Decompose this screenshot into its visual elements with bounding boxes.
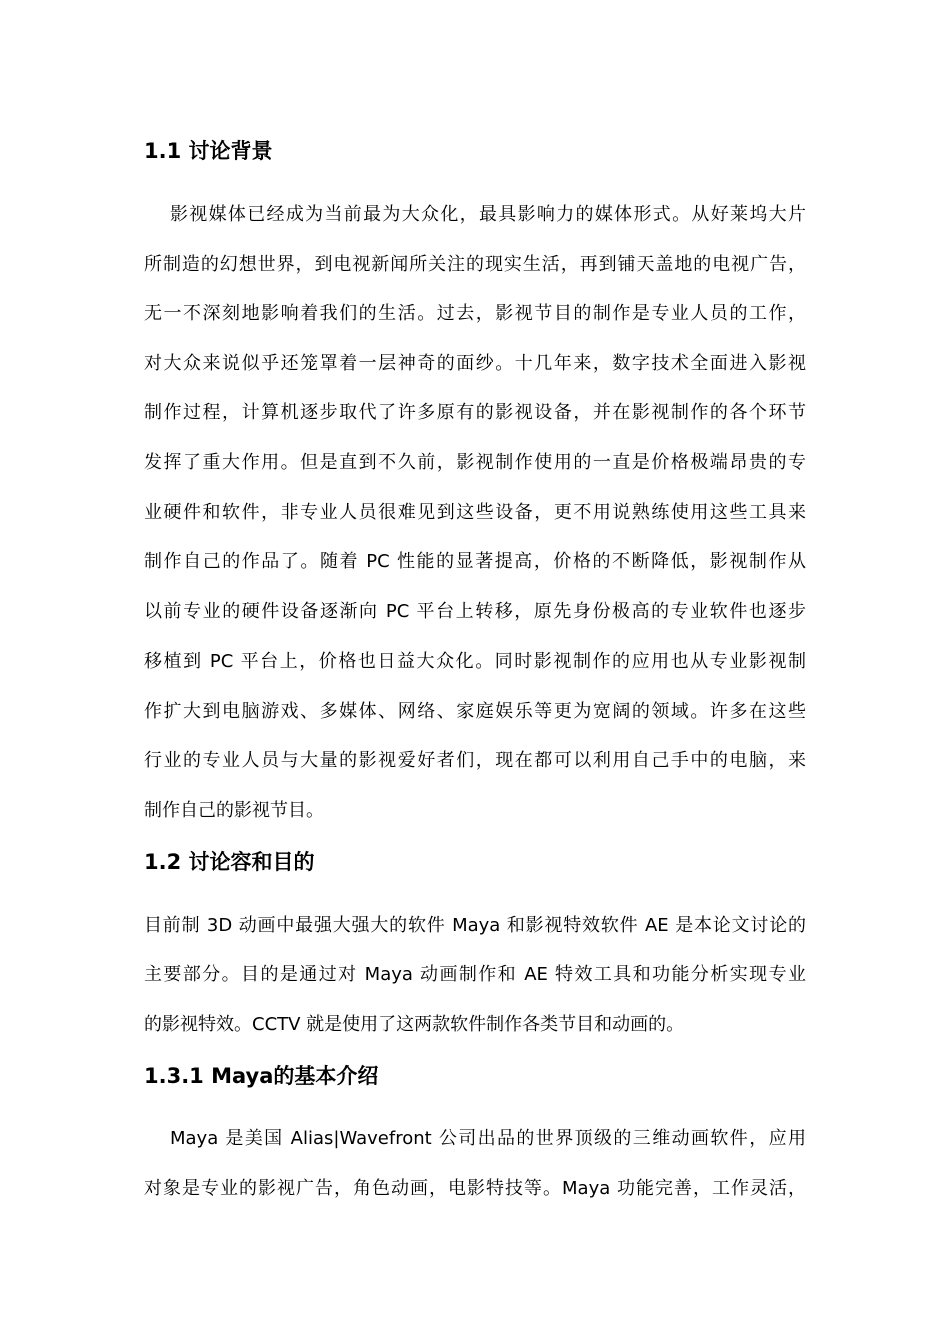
paragraph-line: 行业的专业人员与大量的影视爱好者们，现在都可以利用自己手中的电脑，来 xyxy=(144,750,806,771)
paragraph-line: 制作自己的影视节目。 xyxy=(144,800,324,821)
paragraph-line: 主要部分。目的是通过对 Maya 动画制作和 AE 特效工具和功能分析实现专业 xyxy=(144,964,806,985)
paragraph-line: 对大众来说似乎还笼罩着一层神奇的面纱。十几年来，数字技术全面进入影视 xyxy=(144,353,806,374)
paragraph-line: 制作过程，计算机逐步取代了许多原有的影视设备，并在影视制作的各个环节 xyxy=(144,402,806,423)
paragraph-line: 的影视特效。CCTV 就是使用了这两款软件制作各类节目和动画的。 xyxy=(144,1014,685,1035)
section-heading-background: 1.1 讨论背景 xyxy=(144,139,273,163)
paragraph-line: 无一不深刻地影响着我们的生活。过去，影视节目的制作是专业人员的工作， xyxy=(144,303,806,324)
paragraph-line: 对象是专业的影视广告，角色动画，电影特技等。Maya 功能完善，工作灵活， xyxy=(144,1178,806,1199)
paragraph-line: 以前专业的硬件设备逐渐向 PC 平台上转移，原先身份极高的专业软件也逐步 xyxy=(144,601,806,622)
section-heading-maya-intro: 1.3.1 Maya的基本介绍 xyxy=(144,1064,379,1088)
paragraph-line: 移植到 PC 平台上，价格也日益大众化。同时影视制作的应用也从专业影视制 xyxy=(144,651,806,672)
paragraph-line: 发挥了重大作用。但是直到不久前，影视制作使用的一直是价格极端昂贵的专 xyxy=(144,452,806,473)
section-heading-content-and-goals: 1.2 讨论容和目的 xyxy=(144,850,315,874)
paragraph-line: 目前制 3D 动画中最强大强大的软件 Maya 和影视特效软件 AE 是本论文讨论的 xyxy=(144,915,806,936)
paragraph-line: Maya 是美国 Alias|Wavefront 公司出品的世界顶级的三维动画软件，应用 xyxy=(170,1128,806,1149)
paragraph-line: 业硬件和软件，非专业人员很难见到这些设备，更不用说熟练使用这些工具来 xyxy=(144,502,806,523)
paragraph-line: 制作自己的作品了。随着 PC 性能的显著提高，价格的不断降低，影视制作从 xyxy=(144,551,806,572)
paragraph-line: 影视媒体已经成为当前最为大众化，最具影响力的媒体形式。从好莱坞大片 xyxy=(170,204,806,225)
paragraph-line: 所制造的幻想世界，到电视新闻所关注的现实生活，再到铺天盖地的电视广告， xyxy=(144,254,806,275)
paragraph-line: 作扩大到电脑游戏、多媒体、网络、家庭娱乐等更为宽阔的领域。许多在这些 xyxy=(144,701,806,722)
